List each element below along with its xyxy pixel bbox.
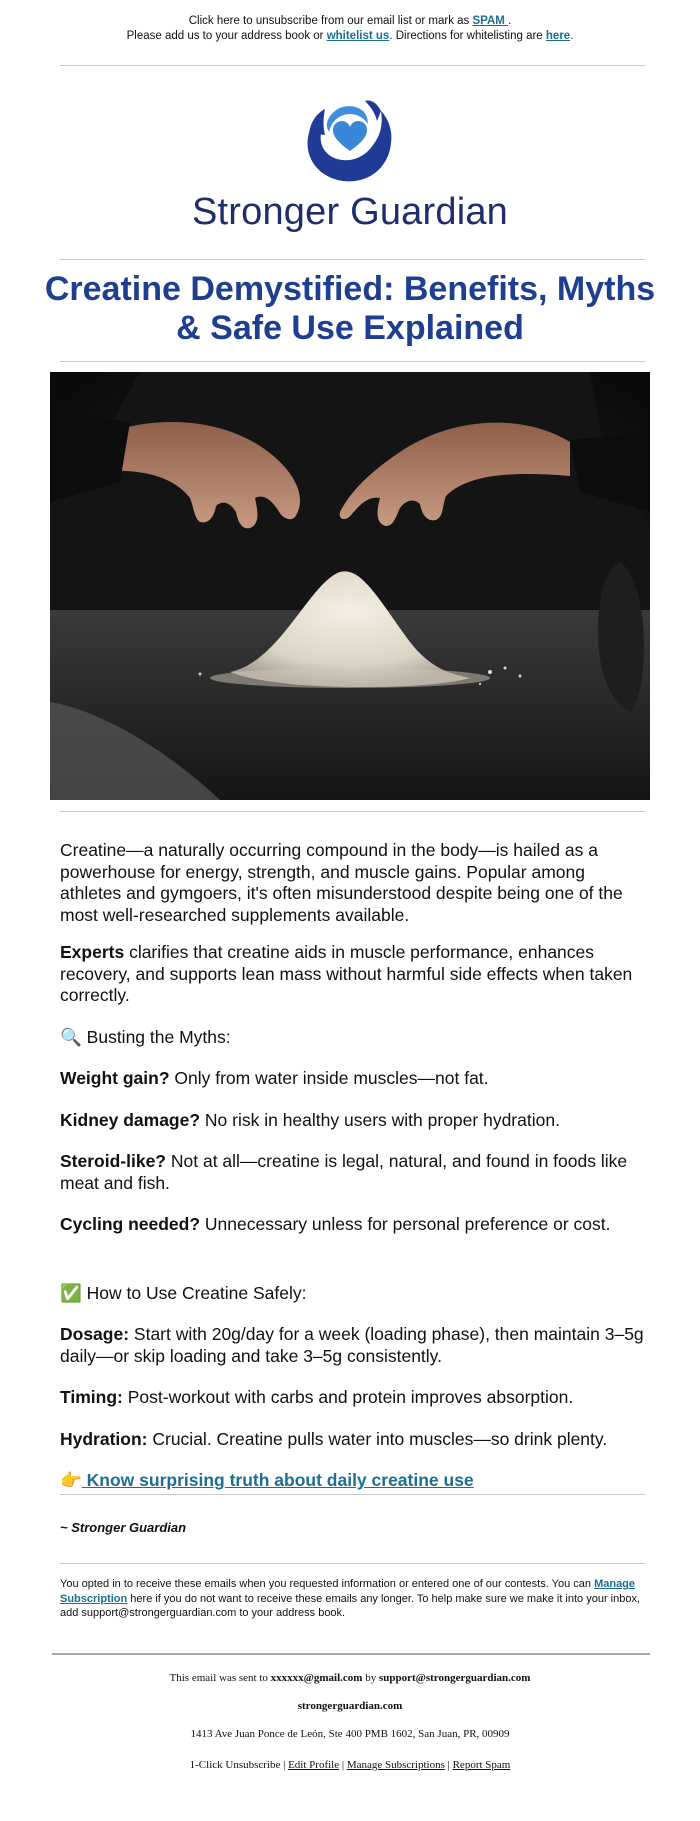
myths-heading-text: Busting the Myths: (81, 1026, 231, 1047)
hands-over-powder-pile-image (50, 372, 650, 800)
preheader-text-2: Please add us to your address book or (126, 30, 327, 42)
usage-text: Post-workout with carbs and protein improves absorption. (122, 1387, 574, 1407)
preheader-period-1: . (508, 15, 512, 27)
usage-text: Start with 20g/day for a week (loading phase), then maintain 3–5g daily—or skip loading and take 3–5g consistently. (60, 1324, 644, 1366)
usage-label: Timing: (60, 1387, 123, 1407)
sent-by: by (362, 1672, 379, 1684)
checkmark-icon: ✅ (60, 1282, 82, 1303)
cta-line (60, 1470, 645, 1492)
preheader-line-1 (0, 14, 700, 29)
myth-text: Unnecessary unless for personal preference or cost. (200, 1214, 611, 1234)
manage-subscriptions-link[interactable]: Manage Subscriptions (346, 1759, 445, 1771)
heart-in-hands-icon (295, 93, 405, 188)
divider (60, 1563, 645, 1564)
usage-heading (60, 1283, 645, 1305)
preheader-text-3: . Directions for whitelisting are (389, 30, 546, 42)
myth-label: Weight gain? (60, 1068, 170, 1088)
footer-sent-line (0, 1672, 700, 1684)
preheader (0, 14, 700, 44)
divider (60, 259, 645, 260)
spam-link[interactable]: SPAM (472, 15, 509, 27)
myth-label: Steroid-like? (60, 1151, 166, 1171)
logo[interactable] (0, 93, 700, 188)
usage-label: Dosage: (60, 1324, 130, 1344)
footer-links (0, 1759, 700, 1771)
whitelist-directions-link[interactable]: here (545, 30, 571, 42)
separator: | (339, 1759, 347, 1771)
divider (60, 811, 645, 812)
intro-paragraph: Creatine—a naturally occurring compound in the body—is hailed as a powerhouse for energy, strength, and muscle gains. Popular among athletes and gymgoers, it's often misunderstood despite being one of the most well-researched supplements available. (60, 840, 623, 925)
optin-notice (60, 1577, 645, 1621)
edit-profile-link[interactable]: Edit Profile (288, 1759, 340, 1771)
myths-heading (60, 1027, 645, 1049)
usage-text: Crucial. Creatine pulls water into muscles—so drink plenty. (147, 1428, 608, 1449)
divider (52, 1653, 650, 1655)
myth-label: Cycling needed? (60, 1214, 201, 1234)
usage-label: Hydration: (60, 1428, 148, 1449)
footer-domain: strongerguardian.com (297, 1700, 403, 1712)
manage-subscription-link[interactable]: Manage Subscription (60, 1578, 636, 1605)
myth-item (60, 1214, 645, 1236)
article-body (60, 840, 645, 1492)
hero-image[interactable] (50, 372, 650, 800)
myth-item (60, 1110, 645, 1132)
article-title: Creatine Demystified: Benefits, Myths & Safe Use Explained (44, 270, 656, 347)
sent-prefix: This email was sent to (169, 1672, 271, 1684)
footer-address: 1413 Ave Juan Ponce de León, Ste 400 PMB 1602, San Juan, PR, 00909 (190, 1728, 510, 1740)
optin-text-2: here if you do not want to receive these emails any longer. To help make sure we make it into your inbox, add support@strongerguardian.com to your address book. (60, 1592, 641, 1619)
signature: ~ Stronger Guardian (60, 1520, 187, 1535)
cta-link[interactable]: Know surprising truth about daily creatine use (81, 1470, 474, 1490)
experts-paragraph (60, 942, 645, 1007)
divider (60, 361, 645, 362)
myth-item (60, 1068, 645, 1090)
myth-label: Kidney damage? (60, 1109, 201, 1130)
usage-item (60, 1429, 645, 1451)
usage-item (60, 1324, 645, 1367)
preheader-line-2 (0, 29, 700, 44)
preheader-text-1: Click here to unsubscribe from our email list or mark as (188, 15, 473, 27)
experts-text: clarifies that creatine aids in muscle performance, enhances recovery, and supports lean mass without harmful side effects when taken correctly. (60, 942, 633, 1005)
recipient-email: xxxxxx@gmail.com (270, 1672, 363, 1684)
magnifier-icon: 🔍 (60, 1026, 82, 1047)
usage-item (60, 1387, 645, 1409)
footer-domain-line (0, 1700, 700, 1712)
preheader-period-2: . (570, 30, 574, 42)
experts-label: Experts (60, 942, 125, 962)
myth-text: Not at all—creatine is legal, natural, and found in foods like meat and fish. (60, 1151, 628, 1193)
myth-item (60, 1151, 645, 1194)
one-click-unsubscribe[interactable]: 1-Click Unsubscribe (189, 1759, 281, 1771)
report-spam-link[interactable]: Report Spam (452, 1759, 511, 1771)
separator: | (280, 1759, 289, 1771)
usage-heading-text: How to Use Creatine Safely: (81, 1282, 307, 1303)
optin-text-1: You opted in to receive these emails when you requested information or entered one of our contests. You can (60, 1578, 595, 1590)
divider (60, 65, 645, 66)
brand-name: Stronger Guardian (191, 191, 509, 233)
sender-email: support@strongerguardian.com (378, 1672, 531, 1684)
whitelist-link[interactable]: whitelist us (326, 30, 390, 42)
divider (60, 1494, 645, 1495)
separator: | (444, 1759, 453, 1771)
myth-text: Only from water inside muscles—not fat. (169, 1068, 489, 1088)
pointing-hand-icon: 👉 (60, 1470, 82, 1490)
myth-text: No risk in healthy users with proper hydration. (200, 1109, 560, 1130)
